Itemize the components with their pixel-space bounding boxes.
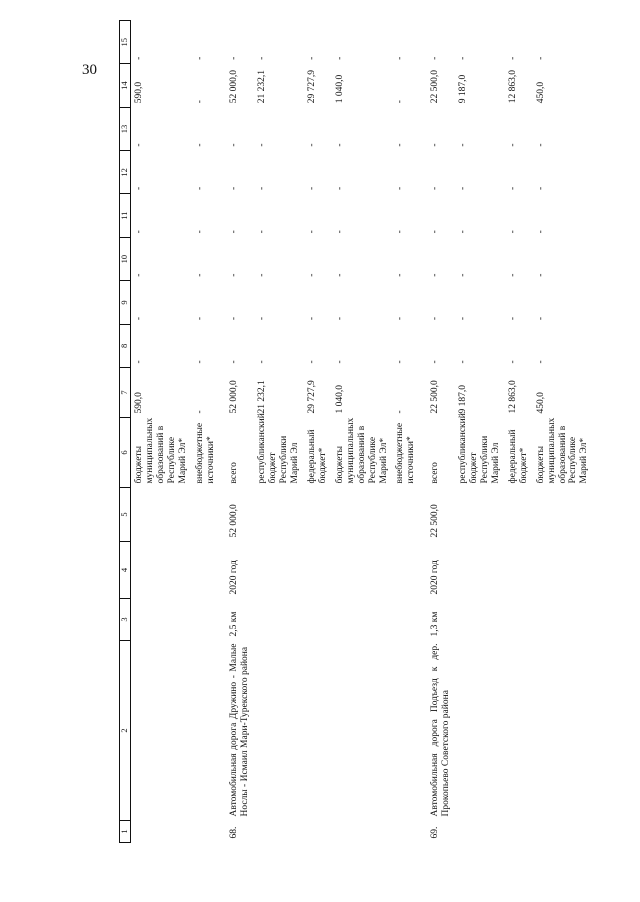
table-cell-col-10: - xyxy=(395,273,406,277)
table-cell-col-2 xyxy=(505,641,533,821)
table-cell-col-8: - xyxy=(458,360,469,364)
column-number-14: 14 xyxy=(120,64,131,107)
table-cell-col-9: - xyxy=(458,316,469,321)
table-cell-col-1 xyxy=(505,821,533,843)
table-cell-col-5 xyxy=(254,488,304,542)
table-cell-col-12: - xyxy=(395,186,406,190)
table-cell-col-10: - xyxy=(430,273,441,277)
table-cell-col-2 xyxy=(455,641,505,821)
table-cell-col-4 xyxy=(131,542,192,599)
column-number-12: 12 xyxy=(120,151,131,194)
table-cell-col-5: 52 000,0 xyxy=(229,504,240,538)
program-table xyxy=(119,20,593,843)
table-cell-col-7: - xyxy=(194,410,205,414)
table-cell-col-3: 1,3 км xyxy=(430,611,441,637)
table-cell-col-12: - xyxy=(334,186,345,190)
table-cell-col-12: - xyxy=(458,186,469,190)
table-cell-col-13: - xyxy=(257,143,268,147)
table-cell-col-11: - xyxy=(306,230,317,234)
table-cell-col-5 xyxy=(192,488,220,542)
table-row xyxy=(332,21,393,843)
table-cell-col-14: 29 727,9 xyxy=(306,70,317,104)
table-cell-col-3 xyxy=(131,599,192,641)
table-row xyxy=(254,21,304,843)
table-cell-col-1: 68. xyxy=(229,826,240,839)
table-cell-col-14: 450,0 xyxy=(535,81,546,104)
table-cell-col-6: республиканский бюджет Республики Марий Эл xyxy=(257,413,301,484)
table-cell-col-10: - xyxy=(306,273,317,277)
table-cell-col-11: - xyxy=(229,230,240,234)
table-cell-col-3 xyxy=(332,599,393,641)
table-row xyxy=(131,21,192,843)
table-cell-col-8: - xyxy=(306,360,317,364)
table-cell-col-11: - xyxy=(507,230,518,234)
table-cell-col-9: - xyxy=(134,316,144,321)
table-cell-col-15: - xyxy=(395,56,406,60)
table-cell-col-14: 21 232,1 xyxy=(257,70,268,104)
table-cell-col-14: - xyxy=(395,100,406,104)
table-cell-col-3 xyxy=(533,599,594,641)
table-cell-col-12: - xyxy=(535,186,546,190)
table-row xyxy=(455,21,505,843)
table-cell-col-4 xyxy=(332,542,393,599)
table-row xyxy=(420,21,455,843)
table-cell-col-3 xyxy=(392,599,420,641)
table-cell-col-7: 12 863,0 xyxy=(507,380,518,414)
table-cell-col-13: - xyxy=(134,143,144,147)
table-cell-col-11: - xyxy=(257,230,268,234)
table-cell-col-7: 21 232,1 xyxy=(257,380,268,414)
table-row xyxy=(505,21,533,843)
table-cell-col-2 xyxy=(533,641,594,821)
table-cell-col-6: бюджеты муниципальных образований в Республике Марий Эл* xyxy=(134,417,188,484)
table-cell-col-1 xyxy=(254,821,304,843)
table-cell-col-5 xyxy=(392,488,420,542)
column-number-8: 8 xyxy=(120,324,131,367)
table-cell-col-3 xyxy=(304,599,332,641)
table-cell-col-5 xyxy=(304,488,332,542)
table-row xyxy=(533,21,594,843)
table-cell-col-13: - xyxy=(458,143,469,147)
table-cell-col-12: - xyxy=(507,186,518,190)
table-cell-col-5 xyxy=(332,488,393,542)
table-cell-col-15: - xyxy=(257,56,268,60)
table-cell-col-9: - xyxy=(430,316,441,321)
table-cell-col-10: - xyxy=(458,273,469,277)
table-cell-col-6: бюджеты муниципальных образований в Республике Марий Эл* xyxy=(334,417,389,484)
column-number-1: 1 xyxy=(120,821,131,843)
table-cell-col-14: 1 040,0 xyxy=(334,74,345,104)
column-number-11: 11 xyxy=(120,194,131,237)
table-cell-col-6: федеральный бюджет* xyxy=(507,429,529,484)
table-cell-col-8: - xyxy=(430,360,441,364)
table-cell-col-7: 590,0 xyxy=(134,392,144,414)
table-cell-col-11: - xyxy=(134,230,144,234)
table-cell-col-3 xyxy=(505,599,533,641)
table-cell-col-13: - xyxy=(507,143,518,147)
table-cell-col-2 xyxy=(304,641,332,821)
table-cell-col-2 xyxy=(131,641,192,821)
table-cell-col-2: Автомобильная дорога Дружино - Малые Нослы - Исмаил Мари-Турекского района xyxy=(229,643,251,817)
program-table-sheet xyxy=(119,20,590,843)
column-number-2: 2 xyxy=(120,641,131,821)
table-cell-col-3: 2,5 км xyxy=(229,611,240,637)
table-cell-col-15: - xyxy=(134,56,144,60)
table-cell-col-5 xyxy=(131,488,192,542)
table-cell-col-10: - xyxy=(257,273,268,277)
table-cell-col-6: внебюджетные источники* xyxy=(395,422,417,484)
table-cell-col-8: - xyxy=(535,360,546,364)
table-cell-col-8: - xyxy=(194,360,205,364)
table-cell-col-13: - xyxy=(229,143,240,147)
column-number-6: 6 xyxy=(120,418,131,488)
table-cell-col-15: - xyxy=(430,56,441,60)
table-cell-col-9: - xyxy=(334,316,345,321)
column-number-3: 3 xyxy=(120,599,131,641)
column-number-13: 13 xyxy=(120,107,131,150)
table-cell-col-14: 52 000,0 xyxy=(229,70,240,104)
table-cell-col-4 xyxy=(533,542,594,599)
table-cell-col-5: 22 500,0 xyxy=(430,504,441,538)
table-cell-col-6: всего xyxy=(430,462,441,484)
table-cell-col-4: 2020 год xyxy=(430,560,441,595)
table-cell-col-15: - xyxy=(306,56,317,60)
table-cell-col-12: - xyxy=(229,186,240,190)
table-cell-col-1 xyxy=(192,821,220,843)
table-cell-col-6: федеральный бюджет* xyxy=(306,429,328,484)
table-cell-col-6: республиканский бюджет Республики Марий Эл xyxy=(458,413,501,484)
table-cell-col-8: - xyxy=(395,360,406,364)
table-cell-col-14: 12 863,0 xyxy=(507,70,518,104)
table-cell-col-9: - xyxy=(535,316,546,321)
table-cell-col-4 xyxy=(392,542,420,599)
table-cell-col-7: 1 040,0 xyxy=(334,385,345,414)
table-cell-col-11: - xyxy=(395,230,406,234)
table-row xyxy=(192,21,220,843)
table-cell-col-5 xyxy=(533,488,594,542)
table-cell-col-12: - xyxy=(194,186,205,190)
table-cell-col-11: - xyxy=(194,230,205,234)
table-cell-col-2: Автомобильная дорога Подъезд к дер. Прокопьево Советского района xyxy=(430,643,452,817)
table-cell-col-2 xyxy=(192,641,220,821)
table-cell-col-8: - xyxy=(257,360,268,364)
table-cell-col-3 xyxy=(192,599,220,641)
table-cell-col-1 xyxy=(455,821,505,843)
table-cell-col-1 xyxy=(392,821,420,843)
table-cell-col-8: - xyxy=(229,360,240,364)
table-cell-col-8: - xyxy=(507,360,518,364)
table-cell-col-12: - xyxy=(306,186,317,190)
table-row xyxy=(392,21,420,843)
table-cell-col-3 xyxy=(455,599,505,641)
table-cell-col-9: - xyxy=(507,316,518,321)
table-cell-col-10: - xyxy=(507,273,518,277)
table-cell-col-13: - xyxy=(535,143,546,147)
table-cell-col-8: - xyxy=(334,360,345,364)
table-cell-col-11: - xyxy=(334,230,345,234)
table-cell-col-9: - xyxy=(194,316,205,321)
table-cell-col-13: - xyxy=(334,143,345,147)
table-cell-col-1 xyxy=(533,821,594,843)
column-number-10: 10 xyxy=(120,237,131,280)
table-cell-col-12: - xyxy=(257,186,268,190)
column-number-7: 7 xyxy=(120,368,131,418)
table-cell-col-4 xyxy=(254,542,304,599)
column-number-9: 9 xyxy=(120,281,131,324)
table-cell-col-10: - xyxy=(334,273,345,277)
column-number-4: 4 xyxy=(120,542,131,599)
table-cell-col-7: 29 727,9 xyxy=(306,380,317,414)
table-cell-col-15: - xyxy=(535,56,546,60)
table-cell-col-8: - xyxy=(134,360,144,364)
table-cell-col-1: 69. xyxy=(430,826,441,839)
table-cell-col-12: - xyxy=(430,186,441,190)
table-cell-col-6: всего xyxy=(229,462,240,484)
table-cell-col-13: - xyxy=(395,143,406,147)
table-cell-col-7: 22 500,0 xyxy=(430,380,441,414)
table-cell-col-5 xyxy=(505,488,533,542)
table-cell-col-4 xyxy=(455,542,505,599)
table-cell-col-15: - xyxy=(229,56,240,60)
table-cell-col-14: - xyxy=(194,100,205,104)
table-cell-col-15: - xyxy=(334,56,345,60)
column-number-5: 5 xyxy=(120,488,131,542)
table-row xyxy=(219,21,254,843)
table-cell-col-1 xyxy=(304,821,332,843)
table-cell-col-7: 450,0 xyxy=(535,392,546,414)
table-cell-col-4 xyxy=(304,542,332,599)
column-number-row xyxy=(120,21,131,843)
table-cell-col-9: - xyxy=(306,316,317,321)
table-cell-col-4 xyxy=(505,542,533,599)
table-cell-col-14: 22 500,0 xyxy=(430,70,441,104)
table-cell-col-11: - xyxy=(535,230,546,234)
table-cell-col-11: - xyxy=(430,230,441,234)
table-cell-col-7: 52 000,0 xyxy=(229,380,240,414)
table-cell-col-10: - xyxy=(134,273,144,277)
table-cell-col-2 xyxy=(392,641,420,821)
table-cell-col-7: 9 187,0 xyxy=(458,385,469,414)
table-cell-col-4 xyxy=(192,542,220,599)
table-cell-col-15: - xyxy=(458,56,469,60)
table-cell-col-1 xyxy=(131,821,192,843)
table-cell-col-12: - xyxy=(134,186,144,190)
table-cell-col-15: - xyxy=(507,56,518,60)
table-cell-col-13: - xyxy=(430,143,441,147)
table-cell-col-15: - xyxy=(194,56,205,60)
table-cell-col-13: - xyxy=(306,143,317,147)
table-cell-col-4: 2020 год xyxy=(229,560,240,595)
table-cell-col-14: 590,0 xyxy=(134,81,144,104)
table-cell-col-6: бюджеты муниципальных образований в Республике Марий Эл* xyxy=(535,417,590,484)
table-cell-col-9: - xyxy=(395,316,406,321)
table-cell-col-1 xyxy=(332,821,393,843)
table-cell-col-5 xyxy=(455,488,505,542)
table-cell-col-6: внебюджетные источники* xyxy=(194,422,216,484)
table-cell-col-2 xyxy=(254,641,304,821)
table-cell-col-10: - xyxy=(229,273,240,277)
table-body xyxy=(131,21,594,843)
table-row xyxy=(304,21,332,843)
table-cell-col-9: - xyxy=(229,316,240,321)
page-number: 30 xyxy=(82,62,97,78)
table-cell-col-13: - xyxy=(194,143,205,147)
table-cell-col-10: - xyxy=(194,273,205,277)
table-cell-col-7: - xyxy=(395,410,406,414)
table-cell-col-14: 9 187,0 xyxy=(458,74,469,104)
table-cell-col-10: - xyxy=(535,273,546,277)
table-cell-col-11: - xyxy=(458,230,469,234)
table-cell-col-2 xyxy=(332,641,393,821)
column-number-15: 15 xyxy=(120,21,131,64)
table-cell-col-3 xyxy=(254,599,304,641)
table-cell-col-9: - xyxy=(257,316,268,321)
